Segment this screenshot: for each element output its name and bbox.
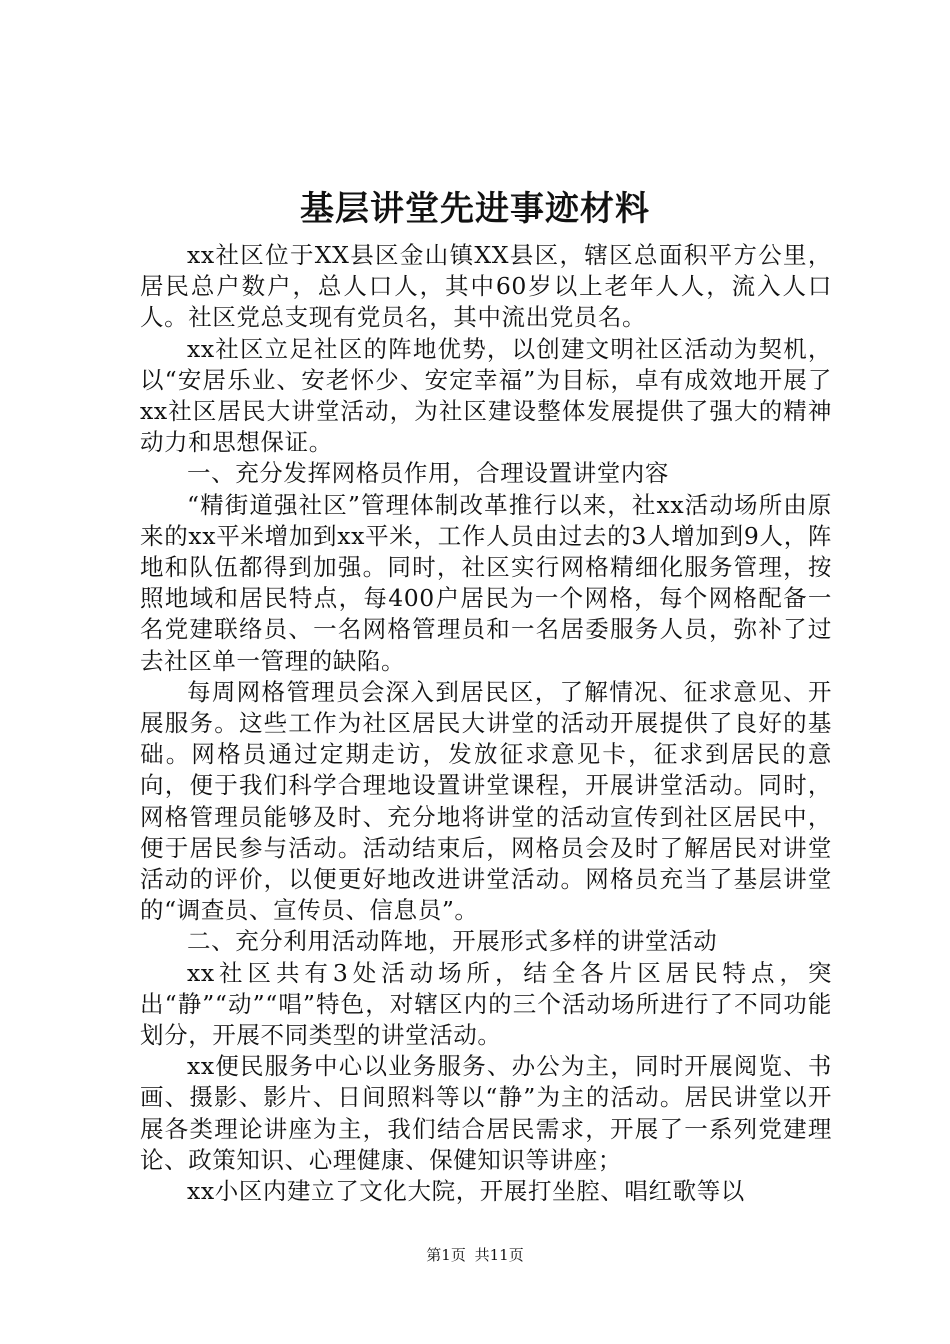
paragraph: xx社区位于XX县区金山镇XX县区，辖区总面积平方公里，居民总户数户，总人口人，其中60岁以上老年人人，流入人口人。社区党总支现有党员名，其中流出党员名。 [140,241,832,332]
paragraph: 每周网格管理员会深入到居民区，了解情况、征求意见、开展服务。这些工作为社区居民大讲堂的活动开展提供了良好的基础。网格员通过定期走访，发放征求意见卡，征求到居民的意向，便于我们科学合理地设置讲堂课程，开展讲堂活动。同时，网格管理员能够及时、充分地将讲堂的活动宣传到社区居民中，便于居民参与活动。活动结束后，网格员会及时了解居民对讲堂活动的评价，以便更好地改进讲堂活动。网格员充当了基层讲堂的“调查员、宣传员、信息员”。 [140,677,832,925]
page-footer [0,1245,950,1265]
paragraph: xx社区立足社区的阵地优势，以创建文明社区活动为契机，以“安居乐业、安老怀少、安定幸福”为目标，卓有成效地开展了xx社区居民大讲堂活动，为社区建设整体发展提供了强大的精神动力和思想保证。 [140,334,832,457]
paragraph: “精街道强社区”管理体制改革推行以来，社xx活动场所由原来的xx平米增加到xx平米，工作人员由过去的3人增加到9人，阵地和队伍都得到加强。同时，社区实行网格精细化服务管理，按照地域和居民特点，每400户居民为一个网格，每个网格配备一名党建联络员、一名网格管理员和一名居委服务人员，弥补了过去社区单一管理的缺陷。 [140,490,832,675]
paragraph: xx小区内建立了文化大院，开展打坐腔、唱红歌等以 [187,1177,745,1206]
page-number: 第1页 [426,1246,466,1264]
paragraph: xx社区共有3处活动场所，结全各片区居民特点，突出“静”“动”“唱”特色，对辖区内的三个活动场所进行了不同功能划分，开展不同类型的讲堂活动。 [140,958,832,1050]
page-total: 共11页 [474,1246,524,1264]
paragraph: xx便民服务中心以业务服务、办公为主，同时开展阅览、书画、摄影、影片、日间照料等以“静”为主的活动。居民讲堂以开展各类理论讲座为主，我们结合居民需求，开展了一系列党建理论、政策知识、心理健康、保健知识等讲座； [140,1052,832,1174]
section-heading: 一、充分发挥网格员作用，合理设置讲堂内容 [187,459,669,488]
document-title: 基层讲堂先进事迹材料 [300,189,650,229]
document-body [140,240,832,1207]
section-heading: 二、充分利用活动阵地，开展形式多样的讲堂活动 [187,927,718,956]
